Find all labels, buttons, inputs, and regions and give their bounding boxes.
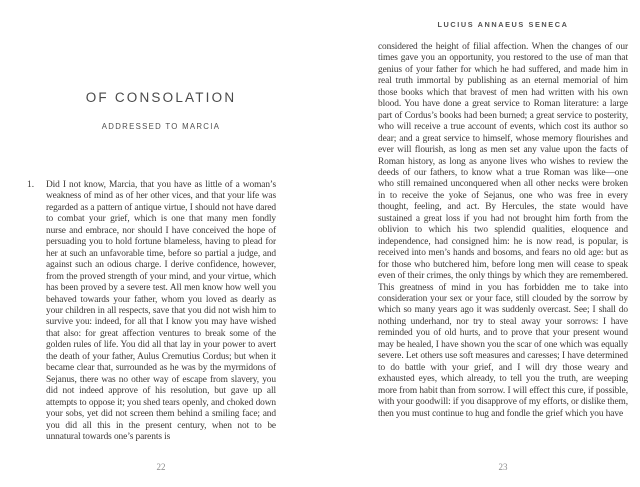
body-text-left: Did I not know, Marcia, that you have as little of a woman’s weakness of mind as of her other vices, and that your life was regarded as a pattern of antique virtue, I should not have dared to combat your grief, which is one that many men fondly nurse and embrace, nor should I have conceived the hope of persuading you to hold fortune blameless, having to plead for her at such an unfavorable time, before so partial a judge, and against such an odious charge. I derive confidence, however, from the proved strength of your mind, and your virtue, which has been proved by a severe test. All men know how well you behaved towards your father, whom you loved as dearly as your children in all respects, save that you did not wish him to survive you: indeed, for all that I know you may have wished that also: for great affection ventures to break some of the golden rules of life. You did all that lay in your power to avert the death of your father, Aulus Cremutius Cordus; but when it became clear that, surrounded as he was by the myrmidons of Sejanus, there was no other way of escape from slavery, you did not indeed approve of his resolution, but gave up all attempts to oppose it; you shed tears openly, and choked down your sobs, yet did not screen them behind a smiling face; and you did all this in the present century, when not to be unnatural towards one’s parents is	[46, 180, 276, 442]
section-number: 1.	[27, 180, 35, 190]
running-header: LUCIUS ANNAEUS SENECA	[437, 20, 569, 29]
right-page	[320, 0, 640, 487]
chapter-subtitle: ADDRESSED TO MARCIA	[101, 122, 221, 131]
opening-paragraph	[27, 180, 276, 443]
body-text-right: considered the height of filial affection. When the changes of our times gave you an opportunity, you restored to the use of man that genius of your father for which he had suffered, and made him in real truth immortal by publishing as an eternal memorial of him those books which that bravest of men had written with his own blood. You have done a great service to Roman literature: a large part of Cordus’s books had been burned; a great service to posterity, who will receive a true account of events, which cost its author so dear; and a great service to himself, whose memory flourishes and ever will flourish, as long as men set any value upon the facts of Roman history, as long as anyone lives who wishes to review the deeds of our fathers, to know what a true Roman was like—one who still remained unconquered when all other necks were broken in to receive the yoke of Sejanus, one who was free in every thought, feeling, and act. By Hercules, the state would have sustained a great loss if you had not brought him forth from the oblivion to which his two splendid qualities, eloquence and independence, had consigned him: he is now read, is popular, is received into men’s hands and bosoms, and fears no old age: but as for those who butchered him, before long men will cease to speak even of their crimes, the only things by which they are remembered. This greatness of mind in you has forbidden me to take into consideration your sex or your face, still clouded by the sorrow by which so many years ago it was suddenly overcast. See; I shall do nothing underhand, nor try to steal away your sorrows: I have reminded you of old hurts, and to prove that your present wound may be healed, I have shown you the scar of one which was equally severe. Let others use soft measures and caresses; I have determined to do battle with your grief, and I will dry those weary and exhausted eyes, which already, to tell you the truth, are weeping more from habit than from sorrow. I will effect this cure, if possible, with your goodwill: if you disapprove of my efforts, or dislike them, then you must continue to hug and fondle the grief which you have	[378, 42, 628, 419]
chapter-title: OF CONSOLATION	[85, 90, 237, 105]
page-number-right: 23	[498, 462, 508, 472]
page-number-left: 22	[156, 462, 166, 472]
